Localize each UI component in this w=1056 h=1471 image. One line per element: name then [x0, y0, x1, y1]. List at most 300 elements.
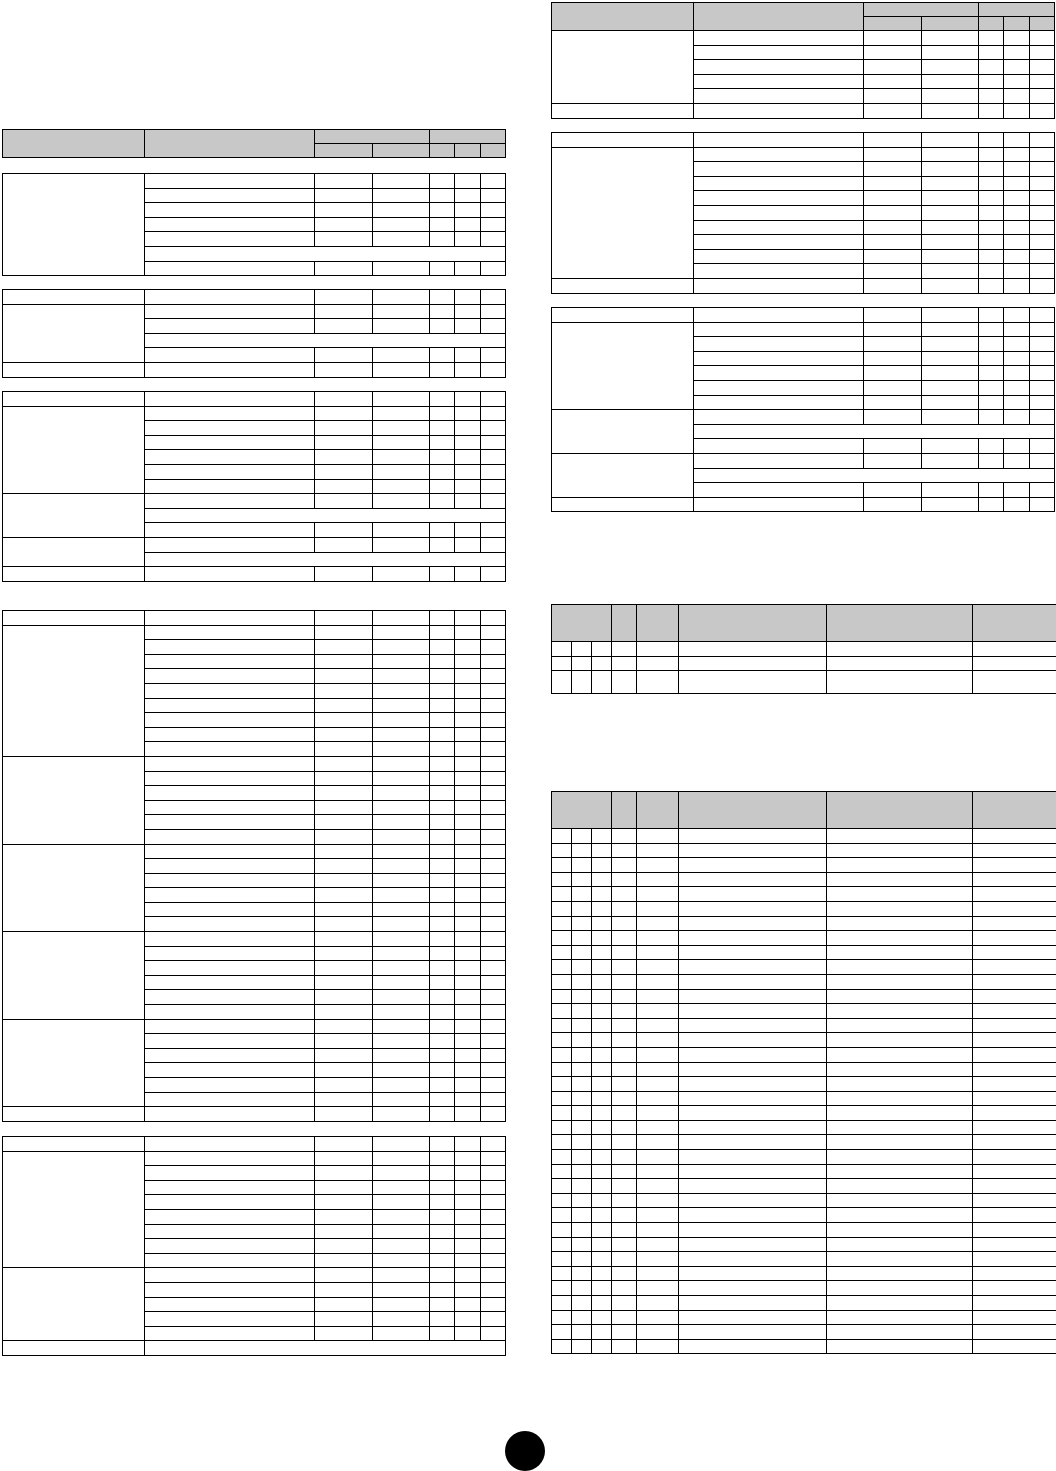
header-cell	[1030, 17, 1055, 31]
table-cell	[455, 640, 481, 655]
table-cell	[481, 362, 506, 377]
table-cell	[552, 829, 572, 844]
table-cell	[481, 464, 506, 479]
table-cell	[481, 888, 506, 903]
table-cell	[430, 917, 455, 932]
table-cell	[864, 322, 922, 337]
table-cell	[637, 974, 679, 989]
table-cell	[827, 1120, 973, 1135]
table-cell	[637, 1004, 679, 1019]
table-cell	[145, 844, 315, 859]
table-cell	[679, 872, 827, 887]
table-cell	[3, 1268, 145, 1341]
table-cell	[679, 1281, 827, 1296]
table-cell	[572, 1018, 592, 1033]
table-cell	[827, 1310, 973, 1325]
table-cell	[552, 103, 694, 118]
table-cell	[430, 611, 455, 626]
table-cell	[373, 1166, 430, 1181]
table-cell	[481, 844, 506, 859]
table-cell	[694, 74, 864, 89]
table-cell	[827, 1266, 973, 1281]
table-l2	[2, 289, 506, 378]
table-cell	[373, 1209, 430, 1224]
table-cell	[637, 945, 679, 960]
table-cell	[637, 1135, 679, 1150]
table-cell	[979, 453, 1004, 468]
table-cell	[694, 31, 864, 46]
table-cell	[455, 611, 481, 626]
table-cell	[1030, 410, 1055, 425]
table-cell	[145, 640, 315, 655]
table-cell	[430, 640, 455, 655]
table-cell	[827, 1091, 973, 1106]
table-cell	[315, 1253, 373, 1268]
table-cell	[922, 191, 979, 206]
table-cell	[315, 304, 373, 319]
table-cell	[455, 1180, 481, 1195]
table-cell	[922, 74, 979, 89]
table-cell	[455, 1239, 481, 1254]
table-cell	[373, 1005, 430, 1020]
table-cell	[145, 961, 315, 976]
table-cell	[637, 887, 679, 902]
table-cell	[430, 450, 455, 465]
table-cell	[430, 1268, 455, 1283]
table-cell	[430, 800, 455, 815]
table-cell	[145, 669, 315, 684]
table-cell	[373, 232, 430, 247]
table-cell	[315, 421, 373, 436]
table-cell	[373, 1107, 430, 1122]
table-cell	[827, 1325, 973, 1340]
table-cell	[1030, 235, 1055, 250]
table-cell	[481, 1034, 506, 1049]
table-cell	[481, 392, 506, 407]
table-cell	[552, 1091, 572, 1106]
table-cell	[694, 45, 864, 60]
table-cell	[315, 1297, 373, 1312]
header-cell	[973, 605, 1056, 642]
table-cell	[572, 1325, 592, 1340]
table-cell	[612, 1120, 637, 1135]
table-cell	[481, 435, 506, 450]
table-cell	[455, 1151, 481, 1166]
table-cell	[572, 1120, 592, 1135]
table-cell	[481, 421, 506, 436]
table-cell	[572, 1077, 592, 1092]
table-cell	[922, 410, 979, 425]
table-cell	[145, 1209, 315, 1224]
table-cell	[637, 1106, 679, 1121]
table-cell	[373, 1195, 430, 1210]
table-cell	[455, 888, 481, 903]
table-cell	[373, 669, 430, 684]
table-cell	[612, 829, 637, 844]
table-cell	[315, 1034, 373, 1049]
table-cell	[455, 1224, 481, 1239]
table-cell	[145, 917, 315, 932]
table-cell	[694, 191, 864, 206]
table-cell	[864, 497, 922, 512]
table-cell	[481, 975, 506, 990]
table-cell	[315, 917, 373, 932]
table-cell	[637, 858, 679, 873]
table-cell	[373, 698, 430, 713]
table-cell	[679, 1018, 827, 1033]
table-cell	[481, 319, 506, 334]
table-cell	[552, 410, 694, 454]
table-cell	[481, 1224, 506, 1239]
table-cell	[373, 1019, 430, 1034]
table-cell	[145, 1137, 315, 1152]
table-cell	[679, 1296, 827, 1311]
table-cell	[373, 494, 430, 509]
table-cell	[827, 671, 973, 694]
table-cell	[979, 264, 1004, 279]
table-cell	[552, 945, 572, 960]
table-cell	[373, 348, 430, 363]
table-cell	[145, 1107, 315, 1122]
table-cell	[1030, 497, 1055, 512]
table-cell	[679, 1193, 827, 1208]
table-cell	[455, 362, 481, 377]
table-cell	[481, 815, 506, 830]
table-cell	[922, 235, 979, 250]
table-cell	[430, 362, 455, 377]
table-cell	[430, 494, 455, 509]
table-cell	[827, 843, 973, 858]
table-cell	[481, 232, 506, 247]
table-cell	[679, 1106, 827, 1121]
table-cell	[430, 1195, 455, 1210]
table-cell	[922, 31, 979, 46]
table-cell	[864, 439, 922, 454]
table-cell	[864, 176, 922, 191]
table-cell	[864, 235, 922, 250]
table-cell	[922, 133, 979, 148]
table-cell	[1004, 337, 1030, 352]
table-cell	[864, 395, 922, 410]
header-cell	[1004, 17, 1030, 31]
table-cell	[864, 278, 922, 293]
table-cell	[455, 348, 481, 363]
table-cell	[145, 771, 315, 786]
table-cell	[552, 1208, 572, 1223]
table-cell	[552, 1266, 572, 1281]
table-cell	[979, 191, 1004, 206]
table-cell	[973, 1033, 1056, 1048]
table-cell	[315, 494, 373, 509]
table-cell	[481, 669, 506, 684]
table-cell	[455, 873, 481, 888]
table-cell	[145, 246, 506, 261]
table-cell	[481, 217, 506, 232]
table-cell	[612, 960, 637, 975]
table-cell	[430, 479, 455, 494]
table-cell	[979, 322, 1004, 337]
table-cell	[979, 351, 1004, 366]
table-cell	[373, 362, 430, 377]
table-cell	[373, 1253, 430, 1268]
table-cell	[145, 304, 315, 319]
table-cell	[592, 671, 612, 694]
table-cell	[455, 654, 481, 669]
table-cell	[145, 990, 315, 1005]
table-cell	[455, 625, 481, 640]
table-cell	[455, 1034, 481, 1049]
table-cell	[481, 188, 506, 203]
table-cell	[612, 1135, 637, 1150]
table-cell	[145, 450, 315, 465]
table-cell	[1030, 322, 1055, 337]
table-cell	[922, 205, 979, 220]
table-cell	[455, 1019, 481, 1034]
table-cell	[679, 1266, 827, 1281]
table-cell	[637, 1339, 679, 1354]
table-cell	[827, 642, 973, 657]
table-cell	[481, 1209, 506, 1224]
table-cell	[827, 1164, 973, 1179]
table-cell	[145, 932, 315, 947]
table-cell	[552, 1281, 572, 1296]
table-cell	[455, 464, 481, 479]
table-cell	[552, 916, 572, 931]
table-cell	[455, 567, 481, 582]
table-cell	[430, 786, 455, 801]
table-cell	[1004, 162, 1030, 177]
table-cell	[315, 654, 373, 669]
table-cell	[679, 1237, 827, 1252]
table-cell	[637, 1150, 679, 1165]
table-cell	[481, 727, 506, 742]
table-cell	[1030, 278, 1055, 293]
table-cell	[827, 1135, 973, 1150]
table-cell	[373, 975, 430, 990]
table-cell	[637, 960, 679, 975]
table-cell	[315, 815, 373, 830]
table-cell	[827, 916, 973, 931]
table-cell	[973, 960, 1056, 975]
table-cell	[315, 406, 373, 421]
table-cell	[592, 1047, 612, 1062]
table-cell	[864, 89, 922, 104]
table-cell	[1004, 308, 1030, 323]
table-cell	[145, 683, 315, 698]
table-l1	[2, 173, 506, 276]
table-cell	[1004, 380, 1030, 395]
table-cell	[373, 654, 430, 669]
table-cell	[827, 872, 973, 887]
table-cell	[481, 1282, 506, 1297]
table-cell	[1004, 89, 1030, 104]
table-cell	[430, 654, 455, 669]
table-cell	[481, 654, 506, 669]
table-cell	[373, 1063, 430, 1078]
table-cell	[612, 671, 637, 694]
table-cell	[864, 380, 922, 395]
table-cell	[612, 642, 637, 657]
table-cell	[973, 1252, 1056, 1267]
table-cell	[864, 31, 922, 46]
table-cell	[679, 671, 827, 694]
table-cell	[430, 1180, 455, 1195]
table-cell	[592, 1106, 612, 1121]
table-cell	[1030, 60, 1055, 75]
table-cell	[481, 873, 506, 888]
table-cell	[3, 362, 145, 377]
table-cell	[979, 60, 1004, 75]
table-cell	[145, 1341, 506, 1356]
table-cell	[552, 147, 694, 278]
table-cell	[373, 640, 430, 655]
table-cell	[694, 264, 864, 279]
table-cell	[827, 858, 973, 873]
table-cell	[552, 453, 694, 497]
table-cell	[572, 901, 592, 916]
table-r2	[551, 307, 1055, 512]
table-cell	[973, 1193, 1056, 1208]
table-cell	[373, 1268, 430, 1283]
table-cell	[1004, 103, 1030, 118]
table-cell	[373, 567, 430, 582]
table-cell	[373, 188, 430, 203]
table-cell	[430, 1253, 455, 1268]
table-cell	[455, 727, 481, 742]
table-cell	[827, 1281, 973, 1296]
table-cell	[455, 1326, 481, 1341]
table-cell	[864, 205, 922, 220]
table-cell	[592, 1281, 612, 1296]
table-cell	[973, 858, 1056, 873]
table-cell	[1004, 249, 1030, 264]
table-cell	[922, 147, 979, 162]
table-cell	[637, 1062, 679, 1077]
table-cell	[973, 989, 1056, 1004]
table-cell	[1004, 439, 1030, 454]
table-cell	[612, 1150, 637, 1165]
table-cell	[455, 990, 481, 1005]
table-cell	[552, 960, 572, 975]
table-cell	[1030, 439, 1055, 454]
table-cell	[979, 74, 1004, 89]
table-cell	[145, 203, 315, 218]
table-cell	[315, 786, 373, 801]
table-cell	[315, 611, 373, 626]
table-cell	[430, 1312, 455, 1327]
table-cell	[592, 1208, 612, 1223]
table-cell	[373, 523, 430, 538]
table-cell	[637, 829, 679, 844]
table-cell	[373, 625, 430, 640]
table-cell	[1030, 103, 1055, 118]
table-cell	[430, 698, 455, 713]
table-cell	[612, 931, 637, 946]
table-cell	[3, 932, 145, 1020]
table-cell	[612, 656, 637, 671]
table-cell	[481, 611, 506, 626]
table-cell	[315, 362, 373, 377]
table-cell	[1004, 410, 1030, 425]
table-cell	[455, 479, 481, 494]
table-cell	[552, 1296, 572, 1311]
table-cell	[612, 872, 637, 887]
table-cell	[694, 89, 864, 104]
header-cell	[145, 130, 315, 158]
table-cell	[827, 1047, 973, 1062]
table-cell	[552, 1033, 572, 1048]
table-cell	[694, 147, 864, 162]
table-cell	[572, 843, 592, 858]
table-cell	[979, 249, 1004, 264]
header-cell	[637, 792, 679, 829]
table-cell	[612, 1091, 637, 1106]
table-cell	[145, 479, 315, 494]
table-cell	[481, 567, 506, 582]
table-cell	[315, 873, 373, 888]
table-cell	[430, 873, 455, 888]
table-cell	[827, 1223, 973, 1238]
table-cell	[145, 727, 315, 742]
table-cell	[552, 1252, 572, 1267]
table-cell	[864, 147, 922, 162]
table-cell	[481, 1180, 506, 1195]
table-cell	[315, 961, 373, 976]
table-cell	[455, 975, 481, 990]
table-cell	[481, 1137, 506, 1152]
table-cell	[637, 1281, 679, 1296]
table-cell	[637, 1266, 679, 1281]
table-cell	[455, 232, 481, 247]
table-cell	[455, 698, 481, 713]
table-cell	[572, 1062, 592, 1077]
table-cell	[572, 1033, 592, 1048]
table-cell	[694, 322, 864, 337]
table-cell	[864, 74, 922, 89]
table-cell	[145, 232, 315, 247]
table-cell	[481, 1239, 506, 1254]
table-cell	[694, 205, 864, 220]
table-cell	[572, 1004, 592, 1019]
header-cell	[373, 144, 430, 158]
header-cell	[827, 792, 973, 829]
table-cell	[1004, 453, 1030, 468]
table-cell	[455, 1209, 481, 1224]
table-cell	[481, 1268, 506, 1283]
table-cell	[145, 611, 315, 626]
table-cell	[145, 217, 315, 232]
table-cell	[1030, 45, 1055, 60]
table-cell	[572, 642, 592, 657]
table-cell	[455, 421, 481, 436]
table-cell	[145, 319, 315, 334]
table-cell	[572, 1193, 592, 1208]
table-cell	[827, 1208, 973, 1223]
table-cell	[572, 872, 592, 887]
table-cell	[922, 351, 979, 366]
table-cell	[455, 800, 481, 815]
table-cell	[694, 278, 864, 293]
table-cell	[592, 1237, 612, 1252]
header-cell	[3, 130, 145, 158]
table-cell	[481, 698, 506, 713]
table-cell	[612, 916, 637, 931]
table-cell	[455, 1195, 481, 1210]
table-cell	[315, 888, 373, 903]
table-cell	[612, 1325, 637, 1340]
table-cell	[612, 1179, 637, 1194]
table-cell	[637, 671, 679, 694]
